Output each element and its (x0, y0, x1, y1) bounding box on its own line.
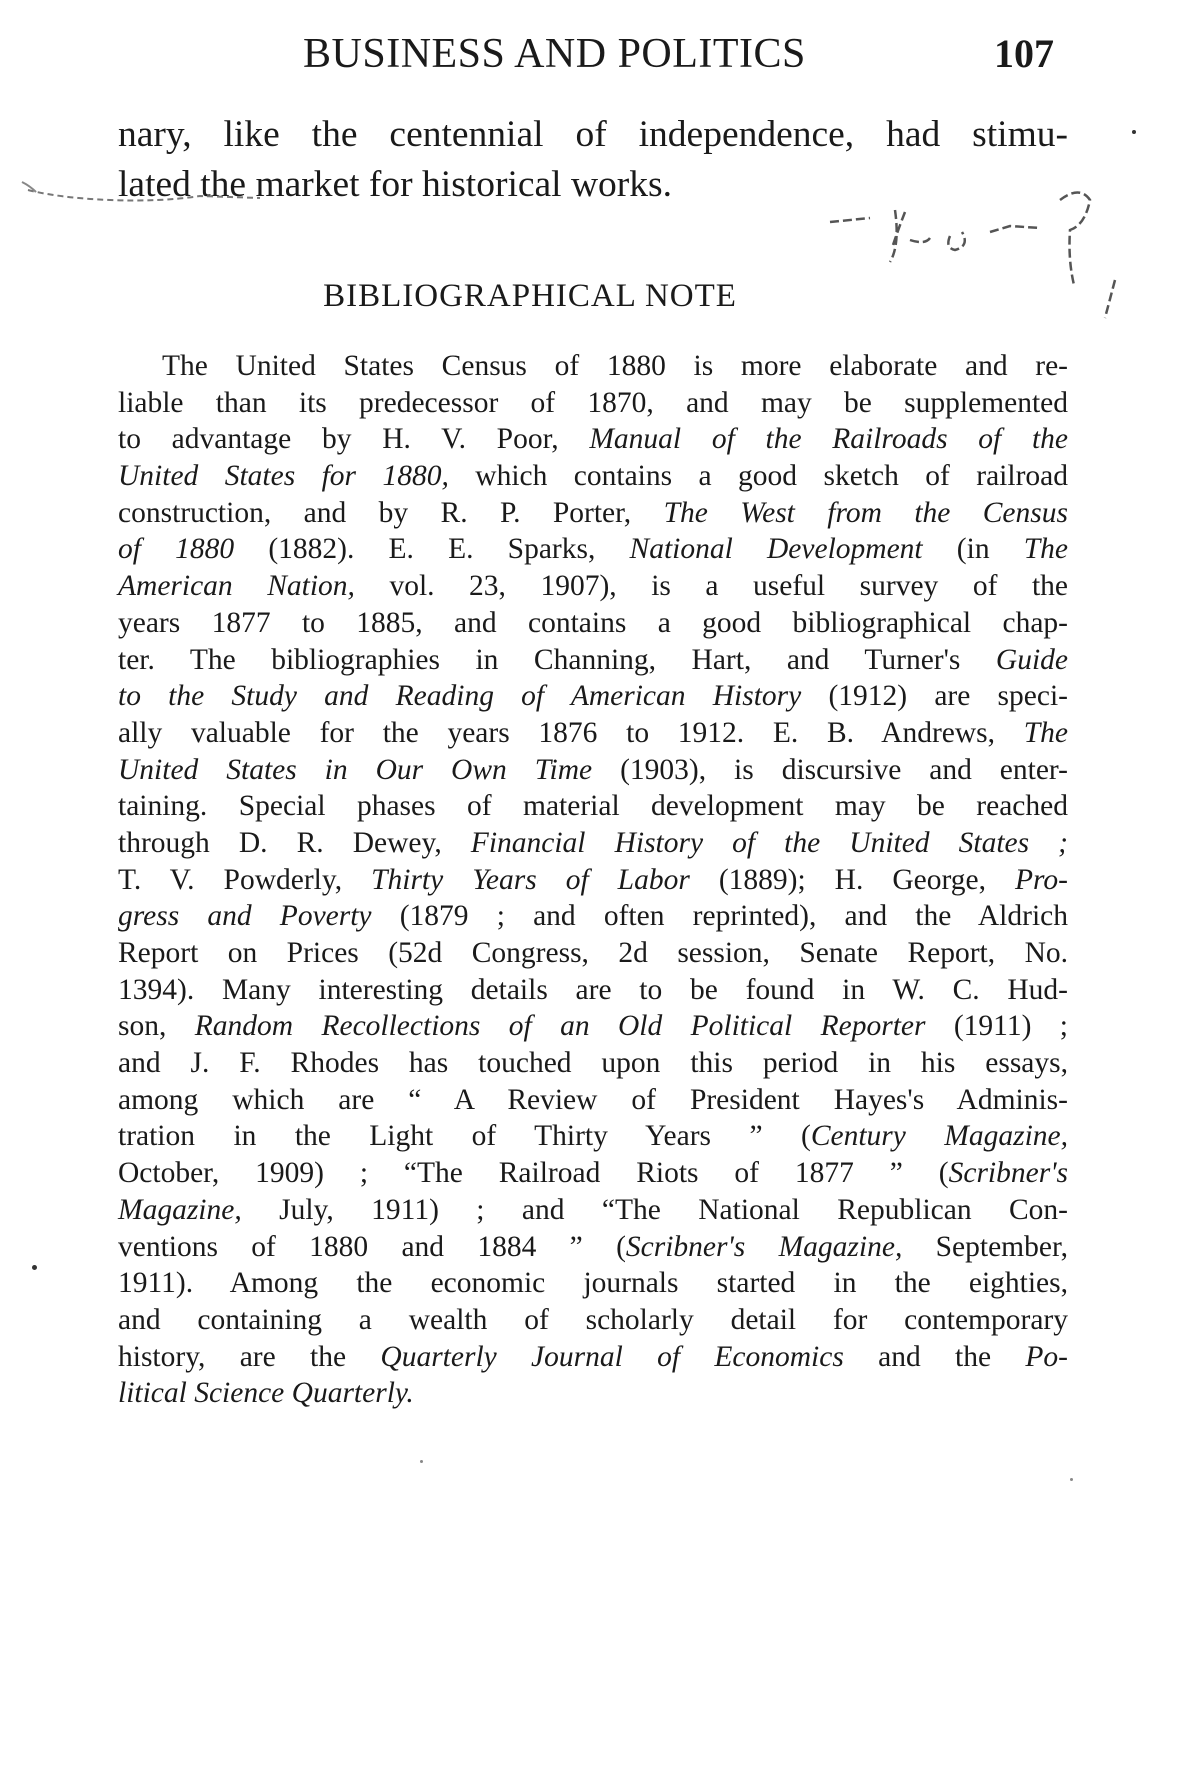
note-text: (1903), is discursive and enter- (592, 753, 1068, 786)
note-line (118, 1302, 1068, 1339)
bibliographical-note-paragraph (118, 348, 1068, 1412)
note-text: ventions of 1880 and 1884 ” ( (118, 1230, 626, 1263)
italic-title-text: Manual of the Railroads of the (589, 423, 1068, 456)
note-line (118, 935, 1068, 972)
note-text: liable than its predecessor of 1870, and may be supplemented (118, 386, 1068, 419)
note-text: and J. F. Rhodes has touched upon this period in his essays, (118, 1047, 1068, 1080)
note-text: taining. Special phases of material development may be reached (118, 790, 1068, 823)
italic-title-text: litical Science Quarterly. (118, 1377, 414, 1410)
note-line (118, 458, 1068, 495)
note-line (118, 972, 1068, 1009)
speck-mark (1132, 130, 1136, 134)
note-line (118, 898, 1068, 935)
note-text: which contains a good sketch of railroad (448, 460, 1068, 493)
note-text: and containing a wealth of scholarly detail for contemporary (118, 1303, 1068, 1336)
note-line (118, 1118, 1068, 1155)
note-line (118, 495, 1068, 532)
note-text: son, (118, 1010, 195, 1043)
italic-title-text: National Development (629, 533, 923, 566)
note-line (118, 421, 1068, 458)
note-text: July, 1911) ; and “The National Republican Con- (241, 1193, 1068, 1226)
italic-title-text: Quarterly Journal of Economics (380, 1340, 844, 1373)
note-text: to advantage by H. V. Poor, (118, 423, 590, 456)
note-line (118, 568, 1068, 605)
italic-title-text: to the Study and Reading of American History (118, 680, 802, 713)
section-heading: BIBLIOGRAPHICAL NOTE (323, 278, 737, 314)
italic-title-text: Magazine, (118, 1193, 242, 1226)
note-text: among which are “ A Review of President Hayes's Adminis- (118, 1083, 1068, 1116)
italic-title-text: Century Magazine, (810, 1120, 1069, 1153)
italic-title-text: gress and Poverty (118, 900, 372, 933)
note-line (118, 1375, 1068, 1412)
note-line (118, 385, 1068, 422)
carry-over-line-2: lated the market for historical works. (118, 164, 672, 205)
note-text: 1394). Many interesting details are to be found in W. C. Hud- (118, 973, 1068, 1006)
note-line (118, 605, 1068, 642)
italic-title-text: Scribner's (948, 1157, 1068, 1190)
italic-title-text: United States for 1880, (118, 460, 449, 493)
note-text: (1879 ; and often reprinted), and the Aldrich (371, 900, 1068, 933)
note-line (118, 862, 1068, 899)
note-line (118, 531, 1068, 568)
note-text: through D. R. Dewey, (118, 826, 471, 859)
note-text: ter. The bibliographies in Channing, Hart, and Turner's (118, 643, 996, 676)
note-line (118, 642, 1068, 679)
note-text: (1889); H. George, (689, 863, 1015, 896)
note-line (118, 1192, 1068, 1229)
note-text: and the (843, 1340, 1026, 1373)
note-line (118, 788, 1068, 825)
italic-title-text: of 1880 (118, 533, 235, 566)
speck-mark (420, 1460, 423, 1463)
italic-title-text: Financial History of the United States ; (470, 826, 1068, 859)
note-text: (1912) are speci- (801, 680, 1068, 713)
speck-mark (32, 1265, 37, 1270)
pencil-marginalia (0, 0, 1180, 400)
note-text: 1911). Among the economic journals started in the eighties, (118, 1267, 1068, 1300)
note-line (118, 825, 1068, 862)
italic-title-text: Random Recollections of an Old Political Reporter (194, 1010, 926, 1043)
note-line (118, 1008, 1068, 1045)
note-text: The United States Census of 1880 is more elaborate and re- (162, 350, 1068, 382)
note-text: (1911) ; (925, 1010, 1068, 1043)
note-line (118, 1045, 1068, 1082)
note-line (118, 1155, 1068, 1192)
note-line (118, 752, 1068, 789)
note-line (118, 1339, 1068, 1376)
pencil-underline-stroke (28, 190, 260, 201)
note-text: years 1877 to 1885, and contains a good bibliographical chap- (118, 606, 1068, 639)
italic-title-text: Scribner's Magazine, (625, 1230, 903, 1263)
carry-over-line-1: nary, like the centennial of independence, had stimu- (118, 114, 1068, 155)
italic-title-text: Thirty Years of Labor (371, 863, 690, 896)
note-text: (1882). E. E. Sparks, (234, 533, 630, 566)
italic-title-text: The (1023, 716, 1068, 749)
italic-title-text: Po- (1025, 1340, 1068, 1373)
note-text: October, 1909) ; “The Railroad Riots of 1877 ” ( (118, 1157, 949, 1190)
note-text: T. V. Powderly, (118, 863, 372, 896)
running-title: BUSINESS AND POLITICS (303, 31, 806, 77)
italic-title-text: United States in Our Own Time (118, 753, 593, 786)
italic-title-text: The West from the Census (663, 496, 1068, 529)
note-text: Report on Prices (52d Congress, 2d session, Senate Report, No. (118, 937, 1068, 969)
note-line (118, 1229, 1068, 1266)
italic-title-text: Guide (995, 643, 1068, 676)
note-text: (in (922, 533, 1024, 566)
italic-title-text: The (1023, 533, 1069, 566)
note-line (118, 1265, 1068, 1302)
speck-mark (1070, 1478, 1073, 1481)
note-text: vol. 23, 1907), is a useful survey of the (354, 570, 1068, 603)
note-line (118, 678, 1068, 715)
note-text: history, are the (118, 1340, 381, 1373)
page-number: 107 (994, 31, 1054, 76)
italic-title-text: Pro- (1015, 863, 1068, 896)
note-line (118, 715, 1068, 752)
note-text: September, (902, 1230, 1068, 1263)
note-text: construction, and by R. P. Porter, (118, 496, 664, 529)
note-line (118, 348, 1068, 385)
note-line (118, 1082, 1068, 1119)
note-text: ally valuable for the years 1876 to 1912. E. B. Andrews, (118, 716, 1024, 749)
note-text: tration in the Light of Thirty Years ” ( (118, 1120, 811, 1153)
italic-title-text: American Nation, (118, 570, 355, 603)
